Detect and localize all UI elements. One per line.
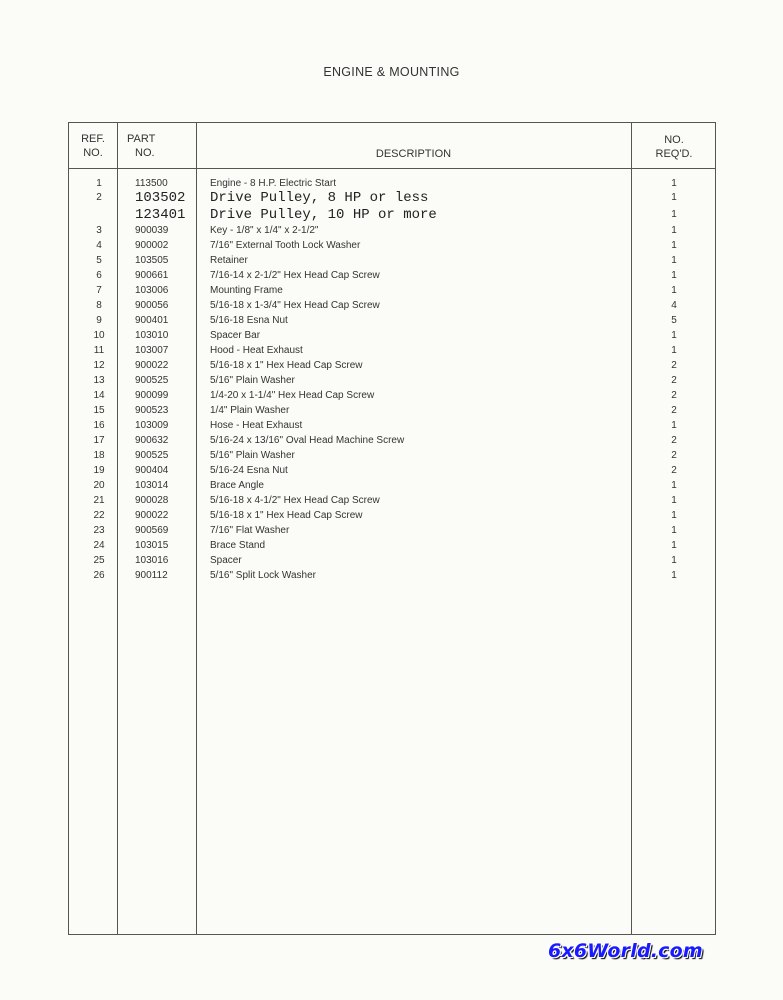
ref-cell: 10 bbox=[93, 330, 105, 341]
part-number-cell: 900525 bbox=[135, 450, 169, 461]
ref-cell: 1 bbox=[96, 178, 102, 189]
page-title: ENGINE & MOUNTING bbox=[323, 65, 460, 79]
ref-cell: 15 bbox=[93, 405, 105, 416]
quantity-cell: 1 bbox=[671, 255, 677, 266]
table-row bbox=[69, 403, 717, 418]
ref-cell: 17 bbox=[93, 435, 105, 446]
part-number-cell: 103014 bbox=[135, 480, 169, 491]
ref-cell: 22 bbox=[93, 510, 105, 521]
table-row bbox=[69, 433, 717, 448]
quantity-cell: 1 bbox=[671, 525, 677, 536]
quantity-cell: 2 bbox=[671, 465, 677, 476]
quantity-cell: 1 bbox=[671, 209, 677, 220]
description-cell: Engine - 8 H.P. Electric Start bbox=[210, 178, 336, 189]
description-cell: 5/16-18 x 1" Hex Head Cap Screw bbox=[210, 360, 363, 371]
quantity-cell: 1 bbox=[671, 192, 677, 203]
table-row bbox=[69, 478, 717, 493]
part-number-cell: 103502 bbox=[135, 190, 186, 206]
ref-cell: 20 bbox=[93, 480, 105, 491]
table-row bbox=[69, 388, 717, 403]
part-number-cell: 123401 bbox=[135, 207, 186, 223]
part-number-cell: 900525 bbox=[135, 375, 169, 386]
table-row bbox=[69, 313, 717, 328]
part-number-cell: 900661 bbox=[135, 270, 169, 281]
table-row bbox=[69, 298, 717, 313]
quantity-cell: 1 bbox=[671, 240, 677, 251]
table-row bbox=[69, 253, 717, 268]
part-number-cell: 900569 bbox=[135, 525, 169, 536]
description-cell: 5/16-18 Esna Nut bbox=[210, 315, 288, 326]
header-ref-line2: NO. bbox=[83, 147, 103, 159]
header-divider bbox=[69, 168, 715, 169]
ref-cell: 12 bbox=[93, 360, 105, 371]
description-cell: 5/16" Plain Washer bbox=[210, 450, 295, 461]
ref-cell: 18 bbox=[93, 450, 105, 461]
quantity-cell: 1 bbox=[671, 570, 677, 581]
description-cell: 7/16" Flat Washer bbox=[210, 525, 290, 536]
header-ref-line1: REF. bbox=[81, 133, 105, 145]
description-cell: Brace Stand bbox=[210, 540, 266, 551]
part-number-cell: 103009 bbox=[135, 420, 169, 431]
table-row bbox=[69, 493, 717, 508]
description-cell: Spacer bbox=[210, 555, 242, 566]
quantity-cell: 1 bbox=[671, 270, 677, 281]
part-number-cell: 103016 bbox=[135, 555, 169, 566]
table-row bbox=[69, 373, 717, 388]
description-cell: 5/16-18 x 1-3/4" Hex Head Cap Screw bbox=[210, 300, 380, 311]
ref-cell: 5 bbox=[96, 255, 102, 266]
description-cell: Retainer bbox=[210, 255, 248, 266]
description-cell: Brace Angle bbox=[210, 480, 264, 491]
quantity-cell: 2 bbox=[671, 360, 677, 371]
part-number-cell: 900404 bbox=[135, 465, 169, 476]
ref-cell: 3 bbox=[96, 225, 102, 236]
ref-cell: 7 bbox=[96, 285, 102, 296]
quantity-cell: 2 bbox=[671, 390, 677, 401]
table-row bbox=[69, 508, 717, 523]
table-row bbox=[69, 358, 717, 373]
part-number-cell: 900039 bbox=[135, 225, 169, 236]
description-cell: 5/16" Plain Washer bbox=[210, 375, 295, 386]
part-number-cell: 103505 bbox=[135, 255, 169, 266]
ref-cell: 2 bbox=[96, 192, 102, 203]
description-cell: 5/16-24 Esna Nut bbox=[210, 465, 288, 476]
quantity-cell: 1 bbox=[671, 420, 677, 431]
table-row bbox=[69, 448, 717, 463]
part-number-cell: 900002 bbox=[135, 240, 169, 251]
part-number-cell: 900632 bbox=[135, 435, 169, 446]
table-row bbox=[69, 283, 717, 298]
description-cell: 7/16-14 x 2-1/2" Hex Head Cap Screw bbox=[210, 270, 380, 281]
header-qty-line2: REQ'D. bbox=[655, 148, 693, 160]
description-cell: 5/16" Split Lock Washer bbox=[210, 570, 317, 581]
ref-cell: 19 bbox=[93, 465, 105, 476]
part-number-cell: 900112 bbox=[135, 570, 168, 581]
header-qty-line1: NO. bbox=[664, 134, 684, 146]
description-cell: 7/16" External Tooth Lock Washer bbox=[210, 240, 361, 251]
table-row bbox=[69, 328, 717, 343]
quantity-cell: 5 bbox=[671, 315, 677, 326]
ref-cell: 11 bbox=[93, 345, 105, 356]
quantity-cell: 1 bbox=[671, 480, 677, 491]
description-cell: 5/16-18 x 4-1/2" Hex Head Cap Screw bbox=[210, 495, 380, 506]
table-row bbox=[69, 553, 717, 568]
header-description: DESCRIPTION bbox=[375, 148, 452, 160]
quantity-cell: 1 bbox=[671, 330, 677, 341]
quantity-cell: 1 bbox=[671, 495, 677, 506]
table-row bbox=[69, 223, 717, 238]
ref-cell: 16 bbox=[93, 420, 105, 431]
ref-cell: 21 bbox=[93, 495, 105, 506]
part-number-cell: 900028 bbox=[135, 495, 169, 506]
header-part-line2: NO. bbox=[135, 147, 155, 159]
quantity-cell: 1 bbox=[671, 225, 677, 236]
quantity-cell: 4 bbox=[671, 300, 677, 311]
ref-cell: 8 bbox=[96, 300, 102, 311]
description-cell: Drive Pulley, 8 HP or less bbox=[210, 190, 429, 206]
description-cell: 5/16-24 x 13/16" Oval Head Machine Screw bbox=[210, 435, 405, 446]
description-cell: Drive Pulley, 10 HP or more bbox=[210, 207, 437, 223]
part-number-cell: 900022 bbox=[135, 360, 169, 371]
table-row bbox=[69, 538, 717, 553]
ref-cell: 13 bbox=[93, 375, 105, 386]
description-cell: Hood - Heat Exhaust bbox=[210, 345, 303, 356]
description-cell: Key - 1/8" x 1/4" x 2-1/2" bbox=[210, 225, 319, 236]
table-row bbox=[69, 238, 717, 253]
ref-cell: 9 bbox=[96, 315, 102, 326]
table-row bbox=[69, 418, 717, 433]
parts-table bbox=[68, 122, 716, 935]
table-row bbox=[69, 343, 717, 358]
part-number-cell: 900401 bbox=[135, 315, 169, 326]
table-row bbox=[69, 568, 717, 583]
part-number-cell: 103006 bbox=[135, 285, 169, 296]
part-number-cell: 900523 bbox=[135, 405, 169, 416]
table-row bbox=[69, 268, 717, 283]
part-number-cell: 900099 bbox=[135, 390, 169, 401]
quantity-cell: 1 bbox=[671, 345, 677, 356]
header-ref bbox=[69, 132, 117, 160]
ref-cell: 23 bbox=[93, 525, 105, 536]
header-part bbox=[127, 132, 177, 160]
table-row bbox=[69, 207, 717, 223]
part-number-cell: 103007 bbox=[135, 345, 169, 356]
table-row bbox=[69, 176, 717, 191]
header-qty bbox=[631, 133, 717, 161]
table-row bbox=[69, 523, 717, 538]
description-cell: 1/4-20 x 1-1/4" Hex Head Cap Screw bbox=[210, 390, 375, 401]
quantity-cell: 2 bbox=[671, 375, 677, 386]
quantity-cell: 1 bbox=[671, 510, 677, 521]
table-row bbox=[69, 463, 717, 478]
header-part-line1: PART bbox=[127, 133, 156, 145]
quantity-cell: 1 bbox=[671, 555, 677, 566]
ref-cell: 25 bbox=[93, 555, 105, 566]
part-number-cell: 103015 bbox=[135, 540, 169, 551]
ref-cell: 14 bbox=[93, 390, 105, 401]
ref-cell: 24 bbox=[93, 540, 105, 551]
ref-cell: 6 bbox=[96, 270, 102, 281]
quantity-cell: 2 bbox=[671, 435, 677, 446]
part-number-cell: 900022 bbox=[135, 510, 169, 521]
description-cell: Mounting Frame bbox=[210, 285, 283, 296]
quantity-cell: 1 bbox=[671, 178, 677, 189]
description-cell: Spacer Bar bbox=[210, 330, 261, 341]
description-cell: 1/4" Plain Washer bbox=[210, 405, 290, 416]
quantity-cell: 2 bbox=[671, 405, 677, 416]
description-cell: Hose - Heat Exhaust bbox=[210, 420, 303, 431]
part-number-cell: 900056 bbox=[135, 300, 169, 311]
table-row bbox=[69, 190, 717, 206]
quantity-cell: 2 bbox=[671, 450, 677, 461]
description-cell: 5/16-18 x 1" Hex Head Cap Screw bbox=[210, 510, 363, 521]
ref-cell: 26 bbox=[93, 570, 105, 581]
site-watermark: 6x6World.com bbox=[548, 940, 703, 962]
quantity-cell: 1 bbox=[671, 540, 677, 551]
part-number-cell: 103010 bbox=[135, 330, 169, 341]
part-number-cell: 113500 bbox=[135, 178, 168, 189]
quantity-cell: 1 bbox=[671, 285, 677, 296]
ref-cell: 4 bbox=[96, 240, 102, 251]
